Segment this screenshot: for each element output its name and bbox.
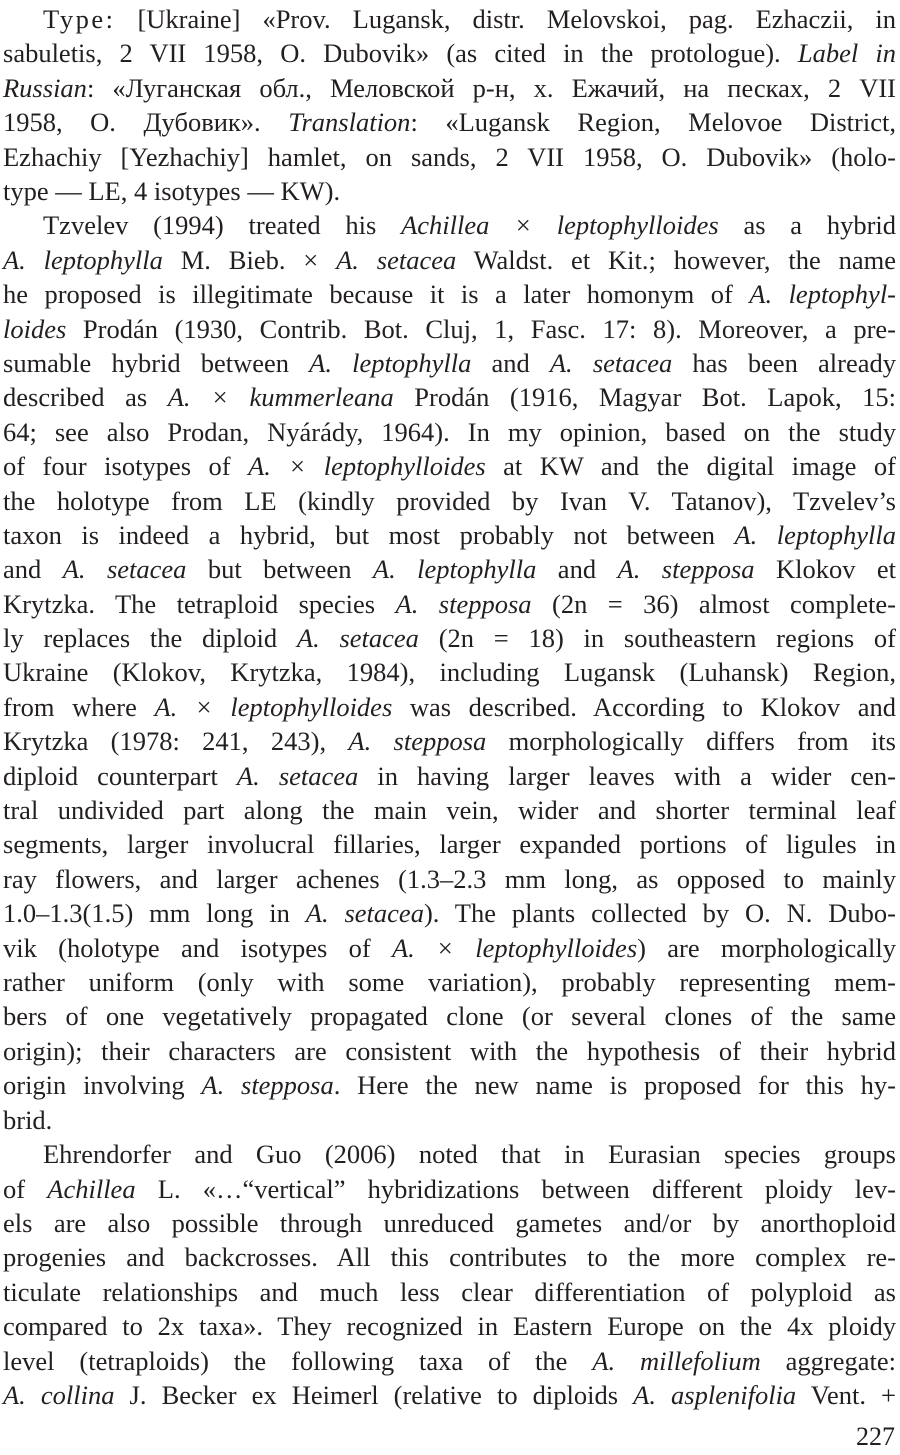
text-line: loides Prodán (1930, Contrib. Bot. Cluj, 1, Fasc. 17: 8). Moreover, a pre-: [3, 313, 896, 344]
text-line: Ehrendorfer and Guo (2006) noted that in Eurasian species groups: [43, 1139, 896, 1170]
text-line: compared to 2x taxa». They recognized in Eastern Europe on the 4x ploidy: [3, 1311, 896, 1342]
text-line: sabuletis, 2 VII 1958, O. Dubovik» (as cited in the protologue). Label in: [3, 38, 896, 69]
text-line: ly replaces the diploid A. setacea (2n = 18) in southeastern regions of: [3, 623, 896, 654]
text-line: vik (holotype and isotypes of A. × leptophylloides) are morphologically: [3, 932, 897, 963]
discussion-paragraph: [3, 208, 896, 1137]
text-line: from where A. × leptophylloides was described. According to Klokov and: [3, 691, 896, 722]
type-label: Type: [43, 4, 106, 34]
text-line: segments, larger involucral fillaries, larger expanded portions of ligules in: [3, 829, 896, 860]
text-line: bers of one vegetatively propagated clone (or several clones of the same: [3, 1001, 896, 1032]
text-line: taxon is indeed a hybrid, but most probably not between A. leptophylla: [3, 519, 896, 550]
text-line: Krytzka (1978: 241, 243), A. stepposa morphologically differs from its: [3, 726, 896, 757]
text-line: ray flowers, and larger achenes (1.3–2.3 mm long, as opposed to mainly: [3, 863, 896, 894]
text-line: origin involving A. stepposa. Here the new name is proposed for this hy-: [3, 1070, 896, 1101]
text-line: sumable hybrid between A. leptophylla and A. setacea has been already: [3, 347, 896, 378]
text-line: tral undivided part along the main vein, wider and shorter terminal leaf: [3, 795, 896, 826]
text-line: els are also possible through unreduced gametes and/or by anorthoploid: [3, 1207, 896, 1238]
text-line: of four isotypes of A. × leptophylloides at KW and the digital image of: [3, 451, 897, 482]
text-line: rather uniform (only with some variation), probably representing mem-: [3, 966, 896, 997]
text-line: 64; see also Prodan, Nyárády, 1964). In my opinion, based on the study: [3, 416, 896, 447]
text-line: 1958, О. Дубовик». Translation: «Lugansk Region, Melovoe District,: [3, 107, 896, 138]
text-line: he proposed is illegitimate because it is a later homonym of A. leptophyl-: [3, 279, 897, 310]
text-line: Russian: «Луганская обл., Меловской р-н, х. Ежачий, на песках, 2 VII: [3, 72, 896, 103]
text-line: Type: [Ukraine] «Prov. Lugansk, distr. Melovskoi, pag. Ezhaczii, in: [43, 4, 897, 34]
text-line: brid.: [3, 1104, 53, 1135]
text-line: of Achillea L. «…“vertical” hybridizations between different ploidy lev-: [3, 1173, 896, 1204]
text-line: A. leptophylla M. Bieb. × A. setacea Waldst. et Kit.; however, the name: [3, 244, 897, 275]
text-line: described as A. × kummerleana Prodán (1916, Magyar Bot. Lapok, 15:: [3, 382, 896, 413]
text-line: Krytzka. The tetraploid species A. stepposa (2n = 36) almost complete-: [3, 588, 896, 619]
polyploid-paragraph: [3, 1137, 896, 1412]
text-line: Ukraine (Klokov, Krytzka, 1984), including Lugansk (Luhansk) Region,: [3, 657, 896, 688]
text-line: type — LE, 4 isotypes — KW).: [3, 175, 341, 206]
text-line: progenies and backcrosses. All this contributes to the more complex re-: [3, 1242, 896, 1273]
text-line: 1.0–1.3(1.5) mm long in A. setacea). The plants collected by O. N. Dubo-: [3, 898, 897, 929]
text-line: A. collina J. Becker ex Heimerl (relative to diploids A. asplenifolia Vent. +: [3, 1379, 896, 1410]
text-line: Ezhachiy [Yezhachiy] hamlet, on sands, 2 VII 1958, O. Dubovik» (holo-: [3, 141, 896, 172]
text-line: ticulate relationships and much less clear differentiation of polyploid as: [3, 1276, 896, 1307]
page-number: 227: [856, 1422, 895, 1451]
text-line: Tzvelev (1994) treated his Achillea × leptophylloides as a hybrid: [43, 210, 897, 241]
text-line: diploid counterpart A. setacea in having larger leaves with a wider cen-: [3, 760, 896, 791]
text-line: the holotype from LE (kindly provided by Ivan V. Tatanov), Tzvelev’s: [3, 485, 896, 516]
text-line: origin); their characters are consistent with the hypothesis of their hybrid: [3, 1035, 896, 1066]
type-paragraph: [3, 2, 896, 208]
text-line: and A. setacea but between A. leptophylla and A. stepposa Klokov et: [3, 554, 897, 585]
text-line: level (tetraploids) the following taxa of the A. millefolium aggregate:: [3, 1345, 896, 1376]
